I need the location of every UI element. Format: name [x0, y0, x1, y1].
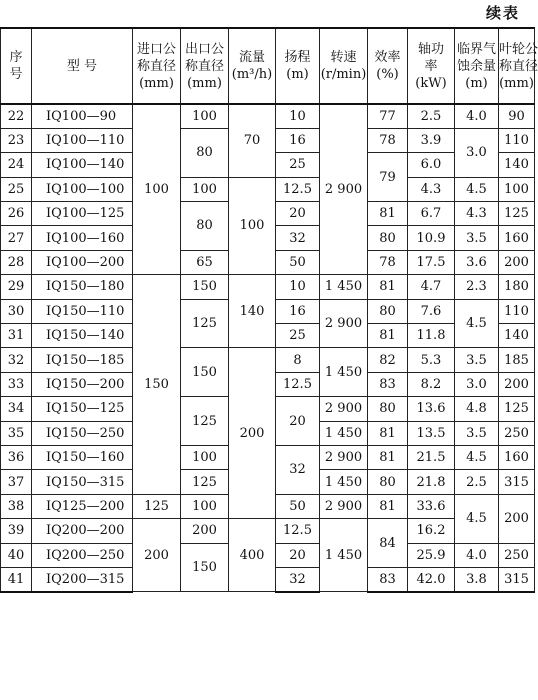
header-flow — [229, 28, 276, 104]
speed-cell: 2 900 — [320, 397, 368, 421]
seq-cell: 34 — [1, 397, 32, 421]
outlet-cell: 100 — [181, 104, 229, 128]
power-cell: 33.6 — [408, 494, 455, 518]
table-row — [1, 275, 535, 299]
header-speed-line: (r/min) — [320, 67, 367, 82]
npsh-cell: 3.5 — [455, 421, 499, 445]
npsh-cell: 4.0 — [455, 104, 499, 128]
eff-cell: 81 — [368, 324, 408, 348]
model-cell: IQ100—140 — [32, 153, 133, 177]
impeller-cell: 110 — [499, 128, 535, 152]
impeller-cell: 100 — [499, 177, 535, 201]
npsh-cell: 4.3 — [455, 202, 499, 226]
header-model — [32, 28, 133, 104]
impeller-cell: 140 — [499, 153, 535, 177]
outlet-cell: 150 — [181, 543, 229, 592]
eff-cell: 82 — [368, 348, 408, 372]
flow-cell: 140 — [229, 275, 276, 348]
model-cell: IQ150—185 — [32, 348, 133, 372]
header-outlet — [181, 28, 229, 104]
flow-cell: 200 — [229, 348, 276, 519]
eff-cell: 81 — [368, 421, 408, 445]
header-impeller — [499, 28, 538, 104]
impeller-cell: 160 — [499, 226, 535, 250]
header-eff — [368, 28, 408, 104]
model-cell: IQ100—90 — [32, 104, 133, 128]
header-flow-line: 流量 — [238, 50, 265, 65]
power-cell: 5.3 — [408, 348, 455, 372]
outlet-cell: 200 — [181, 519, 229, 543]
head-cell: 50 — [276, 494, 320, 518]
head-cell: 20 — [276, 202, 320, 226]
npsh-cell: 3.0 — [455, 128, 499, 177]
speed-cell: 2 900 — [320, 445, 368, 469]
header-inlet-line: 进口公 — [136, 41, 176, 57]
eff-cell: 80 — [368, 470, 408, 494]
power-cell: 13.5 — [408, 421, 455, 445]
flow-cell: 100 — [229, 177, 276, 275]
eff-cell: 81 — [368, 445, 408, 469]
power-cell: 2.5 — [408, 104, 455, 128]
outlet-cell: 80 — [181, 202, 229, 251]
power-cell: 11.8 — [408, 324, 455, 348]
npsh-cell: 4.8 — [455, 397, 499, 421]
npsh-cell: 3.5 — [455, 226, 499, 250]
power-cell: 13.6 — [408, 397, 455, 421]
model-cell: IQ150—180 — [32, 275, 133, 299]
header-power-line: 轴功 — [417, 41, 444, 57]
model-cell: IQ100—160 — [32, 226, 133, 250]
power-cell: 17.5 — [408, 250, 455, 274]
power-cell: 7.6 — [408, 299, 455, 323]
header-npsh — [455, 28, 499, 104]
header-npsh-line: 蚀余量 — [456, 58, 496, 74]
outlet-cell: 100 — [181, 445, 229, 469]
outlet-cell: 100 — [181, 177, 229, 201]
header-power-line: (kW) — [415, 75, 447, 91]
power-cell: 6.7 — [408, 202, 455, 226]
eff-cell: 80 — [368, 226, 408, 250]
seq-cell: 36 — [1, 445, 32, 469]
header-model-line: 型 号 — [66, 58, 98, 74]
eff-cell: 77 — [368, 104, 408, 128]
inlet-cell: 125 — [133, 494, 181, 518]
power-cell: 3.9 — [408, 128, 455, 152]
npsh-cell: 2.3 — [455, 275, 499, 299]
model-cell: IQ100—110 — [32, 128, 133, 152]
head-cell: 25 — [276, 324, 320, 348]
impeller-cell: 125 — [499, 397, 535, 421]
eff-cell: 81 — [368, 494, 408, 518]
npsh-cell: 4.5 — [455, 445, 499, 469]
outlet-cell: 65 — [181, 250, 229, 274]
eff-cell: 83 — [368, 567, 408, 591]
head-cell: 50 — [276, 250, 320, 274]
power-cell: 10.9 — [408, 226, 455, 250]
seq-cell: 29 — [1, 275, 32, 299]
eff-cell: 81 — [368, 275, 408, 299]
head-cell: 25 — [276, 153, 320, 177]
model-cell: IQ150—125 — [32, 397, 133, 421]
outlet-cell: 125 — [181, 470, 229, 494]
impeller-cell: 110 — [499, 299, 535, 323]
speed-cell: 1 450 — [320, 519, 368, 592]
header-eff-line: (%) — [376, 67, 399, 82]
header-head-line: 扬程 — [284, 50, 311, 65]
header-seq-line: 序 — [9, 50, 23, 65]
impeller-cell: 250 — [499, 421, 535, 445]
power-cell: 16.2 — [408, 519, 455, 543]
seq-cell: 26 — [1, 202, 32, 226]
impeller-cell: 250 — [499, 543, 535, 567]
outlet-cell: 125 — [181, 397, 229, 446]
impeller-cell: 200 — [499, 372, 535, 396]
header-eff-line: 效率 — [374, 50, 401, 65]
impeller-cell: 140 — [499, 324, 535, 348]
header-speed — [320, 28, 368, 104]
model-cell: IQ150—315 — [32, 470, 133, 494]
header-impeller-line: 叶轮公 — [499, 41, 538, 57]
seq-cell: 38 — [1, 494, 32, 518]
header-impeller-line: 称直径 — [499, 58, 538, 74]
seq-cell: 35 — [1, 421, 32, 445]
table-row — [1, 519, 535, 543]
header-seq — [1, 28, 32, 104]
eff-cell: 80 — [368, 397, 408, 421]
power-cell: 21.8 — [408, 470, 455, 494]
outlet-cell: 80 — [181, 128, 229, 177]
header-power-line: 率 — [424, 58, 438, 74]
header-seq-line: 号 — [9, 67, 23, 82]
table-body — [1, 104, 535, 592]
npsh-cell: 3.0 — [455, 372, 499, 396]
header-head — [276, 28, 320, 104]
header-inlet-line: 称直径 — [136, 58, 176, 74]
head-cell: 12.5 — [276, 177, 320, 201]
impeller-cell: 315 — [499, 470, 535, 494]
npsh-cell: 2.5 — [455, 470, 499, 494]
eff-cell: 83 — [368, 372, 408, 396]
eff-cell: 80 — [368, 299, 408, 323]
power-cell: 42.0 — [408, 567, 455, 591]
eff-cell: 78 — [368, 128, 408, 152]
continued-label: 续表 — [485, 4, 520, 22]
impeller-cell: 200 — [499, 250, 535, 274]
inlet-cell: 150 — [133, 275, 181, 495]
head-cell: 10 — [276, 104, 320, 128]
seq-cell: 30 — [1, 299, 32, 323]
head-cell: 16 — [276, 299, 320, 323]
outlet-cell: 150 — [181, 348, 229, 397]
flow-cell: 70 — [229, 104, 276, 177]
model-cell: IQ100—100 — [32, 177, 133, 201]
model-cell: IQ150—140 — [32, 324, 133, 348]
seq-cell: 22 — [1, 104, 32, 128]
npsh-cell: 3.6 — [455, 250, 499, 274]
head-cell: 32 — [276, 567, 320, 591]
seq-cell: 23 — [1, 128, 32, 152]
speed-cell: 2 900 — [320, 104, 368, 275]
seq-cell: 28 — [1, 250, 32, 274]
header-npsh-line: 临界气 — [456, 41, 496, 57]
power-cell: 4.7 — [408, 275, 455, 299]
impeller-cell: 90 — [499, 104, 535, 128]
power-cell: 6.0 — [408, 153, 455, 177]
npsh-cell: 4.0 — [455, 543, 499, 567]
outlet-cell: 100 — [181, 494, 229, 518]
model-cell: IQ200—315 — [32, 567, 133, 591]
head-cell: 32 — [276, 445, 320, 494]
impeller-cell: 185 — [499, 348, 535, 372]
model-cell: IQ200—250 — [32, 543, 133, 567]
header-outlet-line: 称直径 — [184, 58, 224, 74]
seq-cell: 25 — [1, 177, 32, 201]
header-head-line: (m) — [286, 67, 309, 82]
speed-cell: 1 450 — [320, 470, 368, 494]
eff-cell: 81 — [368, 202, 408, 226]
model-cell: IQ100—125 — [32, 202, 133, 226]
table-row — [1, 104, 535, 128]
seq-cell: 31 — [1, 324, 32, 348]
power-cell: 21.5 — [408, 445, 455, 469]
header-outlet-line: (mm) — [187, 75, 222, 91]
speed-cell: 1 450 — [320, 348, 368, 397]
power-cell: 4.3 — [408, 177, 455, 201]
speed-cell: 2 900 — [320, 494, 368, 518]
eff-cell: 84 — [368, 519, 408, 568]
seq-cell: 24 — [1, 153, 32, 177]
npsh-cell: 4.5 — [455, 299, 499, 348]
model-cell: IQ100—200 — [32, 250, 133, 274]
seq-cell: 40 — [1, 543, 32, 567]
speed-cell: 1 450 — [320, 275, 368, 299]
model-cell: IQ150—250 — [32, 421, 133, 445]
impeller-cell: 315 — [499, 567, 535, 591]
npsh-cell: 3.5 — [455, 348, 499, 372]
model-cell: IQ150—110 — [32, 299, 133, 323]
seq-cell: 37 — [1, 470, 32, 494]
power-cell: 25.9 — [408, 543, 455, 567]
outlet-cell: 125 — [181, 299, 229, 348]
head-cell: 12.5 — [276, 372, 320, 396]
table-row — [1, 348, 535, 372]
impeller-cell: 200 — [499, 494, 535, 543]
speed-cell: 2 900 — [320, 299, 368, 348]
eff-cell: 78 — [368, 250, 408, 274]
impeller-cell: 180 — [499, 275, 535, 299]
header-flow-line: (m³/h) — [231, 67, 273, 82]
seq-cell: 39 — [1, 519, 32, 543]
seq-cell: 33 — [1, 372, 32, 396]
header-outlet-line: 出口公 — [184, 41, 224, 57]
header-npsh-line: (m) — [465, 75, 488, 91]
header-inlet-line: (mm) — [139, 75, 174, 91]
head-cell: 16 — [276, 128, 320, 152]
head-cell: 12.5 — [276, 519, 320, 543]
head-cell: 10 — [276, 275, 320, 299]
flow-cell: 400 — [229, 519, 276, 592]
outlet-cell: 150 — [181, 275, 229, 299]
head-cell: 32 — [276, 226, 320, 250]
head-cell: 20 — [276, 397, 320, 446]
npsh-cell: 4.5 — [455, 177, 499, 201]
seq-cell: 41 — [1, 567, 32, 591]
pump-spec-table — [0, 27, 538, 593]
header-row — [1, 28, 535, 104]
header-speed-line: 转速 — [330, 50, 357, 65]
seq-cell: 32 — [1, 348, 32, 372]
head-cell: 8 — [276, 348, 320, 372]
inlet-cell: 100 — [133, 104, 181, 275]
header-power — [408, 28, 455, 104]
seq-cell: 27 — [1, 226, 32, 250]
model-cell: IQ150—200 — [32, 372, 133, 396]
table-row — [1, 177, 535, 201]
model-cell: IQ200—200 — [32, 519, 133, 543]
impeller-cell: 125 — [499, 202, 535, 226]
model-cell: IQ125—200 — [32, 494, 133, 518]
inlet-cell: 200 — [133, 519, 181, 592]
npsh-cell: 4.5 — [455, 494, 499, 543]
header-impeller-line: (mm) — [499, 75, 534, 91]
npsh-cell: 3.8 — [455, 567, 499, 591]
power-cell: 8.2 — [408, 372, 455, 396]
eff-cell: 79 — [368, 153, 408, 202]
head-cell: 20 — [276, 543, 320, 567]
speed-cell: 1 450 — [320, 421, 368, 445]
header-inlet — [133, 28, 181, 104]
impeller-cell: 160 — [499, 445, 535, 469]
model-cell: IQ150—160 — [32, 445, 133, 469]
